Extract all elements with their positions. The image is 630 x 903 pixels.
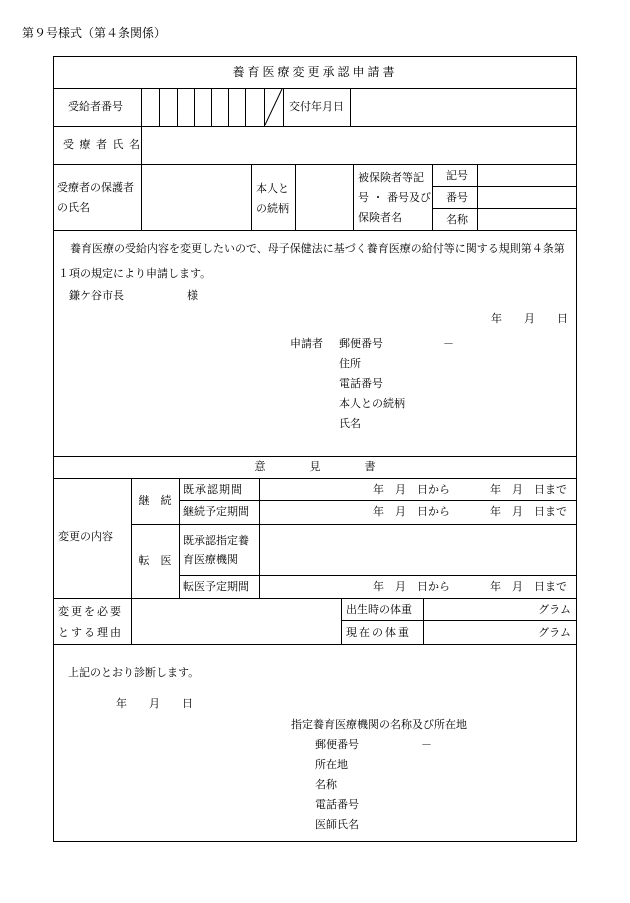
applicant-postal-label: 郵便番号 (339, 337, 383, 350)
reason-field[interactable] (132, 599, 340, 643)
insured-label: 被保険者等記号 ・ 番号及び保険者名 (358, 171, 431, 224)
applicant-label: 申請者 (290, 337, 323, 350)
change-content-label: 変更の内容 (58, 530, 113, 543)
institution-postal-dash: － (421, 738, 432, 751)
guardian-name-label: 受療者の保護者の氏名 (57, 181, 134, 214)
institution-address-label: 所在地 (315, 758, 348, 771)
approved-institution-label: 既承認指定養育医療機関 (183, 534, 249, 566)
transfer-period-to: 年 月 日まで (490, 580, 567, 593)
continuation-label: 継 続 (138, 494, 172, 507)
institution-heading: 指定養育医療機関の名称及び所在地 (291, 718, 467, 731)
insured-number-label: 番号 (446, 191, 468, 204)
transfer-label: 転 医 (138, 554, 172, 567)
applicant-address-label: 住所 (339, 357, 361, 370)
relation-label: 本人との続柄 (256, 182, 289, 215)
applicant-postal-dash: － (443, 337, 454, 350)
birth-weight-unit: グラム (538, 603, 571, 616)
applicant-relation-label: 本人との続柄 (339, 397, 405, 410)
approved-period-label: 既承認期間 (183, 483, 243, 496)
planned-continuation-to: 年 月 日まで (490, 505, 567, 518)
insured-symbol-label: 記号 (446, 169, 468, 182)
slash-cell (264, 88, 283, 126)
issue-date-label: 交付年月日 (289, 100, 344, 113)
form-number: 第９号様式（第４条関係） (22, 26, 167, 40)
planned-continuation-from: 年 月 日から (373, 505, 450, 518)
reason-label: 変更を必要とする理由 (58, 605, 123, 639)
insurer-name-field[interactable] (478, 209, 576, 229)
transfer-period-from: 年 月 日から (373, 580, 450, 593)
institution-postal-label: 郵便番号 (315, 738, 359, 751)
relation-field[interactable] (296, 165, 352, 229)
current-weight-label: 現在の体重 (346, 626, 411, 639)
transfer-period-label: 転医予定期間 (183, 580, 249, 593)
insured-number-field[interactable] (478, 187, 576, 207)
patient-name-field[interactable] (142, 127, 576, 163)
applicant-phone-label: 電話番号 (339, 377, 383, 390)
insurer-name-label: 名称 (446, 213, 468, 226)
honorific: 様 (187, 289, 198, 302)
recipient-number-label: 受給者番号 (68, 100, 123, 113)
opinion-heading: 意 見 書 (254, 460, 376, 473)
application-statement: 養育医療の受給内容を変更したいので、母子保健法に基づく養育医療の給付等に関する規則第４条第１項の規定により申請します。 (58, 242, 565, 280)
recipient-number-field[interactable] (142, 89, 264, 125)
approved-period-to: 年 月 日まで (490, 483, 567, 496)
application-date: 年 月 日 (491, 312, 568, 325)
institution-phone-label: 電話番号 (315, 798, 359, 811)
current-weight-unit: グラム (538, 626, 571, 639)
institution-name-label: 名称 (315, 778, 337, 791)
guardian-name-field[interactable] (142, 165, 250, 229)
approved-institution-field[interactable] (260, 525, 576, 574)
form-title: 養育医療変更承認申請書 (232, 65, 398, 79)
addressee: 鎌ケ谷市長 (69, 289, 124, 302)
diagnosis-statement: 上記のとおり診断します。 (68, 666, 200, 679)
diagnosis-date: 年 月 日 (116, 697, 193, 710)
approved-period-from: 年 月 日から (373, 483, 450, 496)
doctor-name-label: 医師氏名 (315, 818, 359, 831)
planned-continuation-label: 継続予定期間 (183, 505, 249, 518)
patient-name-label: 受 療 者 氏 名 (63, 138, 141, 151)
issue-date-field[interactable] (351, 89, 576, 125)
birth-weight-label: 出生時の体重 (346, 603, 412, 616)
applicant-name-label: 氏名 (339, 417, 361, 430)
insured-symbol-field[interactable] (478, 165, 576, 185)
